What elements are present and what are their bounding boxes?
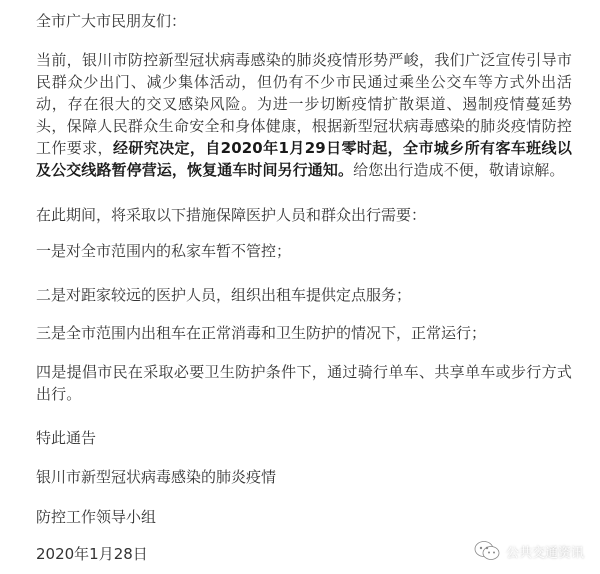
apology-text: 给您出行造成不便，敬请谅解。: [353, 161, 565, 179]
intro-paragraph: [36, 49, 572, 181]
watermark-label: 公共交通资讯: [505, 545, 584, 561]
issuer-line-1: 银川市新型冠状病毒感染的肺炎疫情: [36, 468, 277, 486]
wechat-icon: [474, 540, 500, 562]
closing-text: 特此通告: [36, 429, 97, 447]
measure-item: 四是提倡市民在采取必要卫生防护条件下，通过骑行单车、共享单车或步行方式出行。: [36, 363, 572, 403]
measure-item: 三是全市范围内出租车在正常消毒和卫生防护的情况下，正常运行；: [36, 324, 487, 342]
account-watermark: [474, 540, 584, 562]
measure-item: 二是对距家较远的医护人员，组织出租车提供定点服务；: [36, 286, 412, 304]
greeting: 全市广大市民朋友们：: [36, 12, 187, 30]
measures-intro: 在此期间，将采取以下措施保障医护人员和群众出行需要：: [36, 206, 427, 224]
measure-item: 一是对全市范围内的私家车暂不管控；: [36, 242, 292, 260]
intro-text: 当前，银川市防控新型冠状病毒感染的肺炎疫情形势严峻，我们广泛宣传引导市民群众少出门、减少集体活动，但仍有不少市民通过乘坐公交车等方式外出活动，存在很大的交叉感染风险。为进一步切断疫情扩散渠道、遏制疫情蔓延势头，保障人民群众生命安全和身体健康，根据新型冠状病毒感染的肺炎疫情防控工作要求，: [36, 51, 572, 157]
date-text: 2020年1月28日: [36, 545, 148, 563]
issuer-line-2: 防控工作领导小组: [36, 508, 157, 526]
decision-text: 经研究决定，自2020年1月29日零时起，全市城乡所有客车班线以及公交线路暂停营运，恢复通车时间另行通知。: [36, 139, 572, 179]
